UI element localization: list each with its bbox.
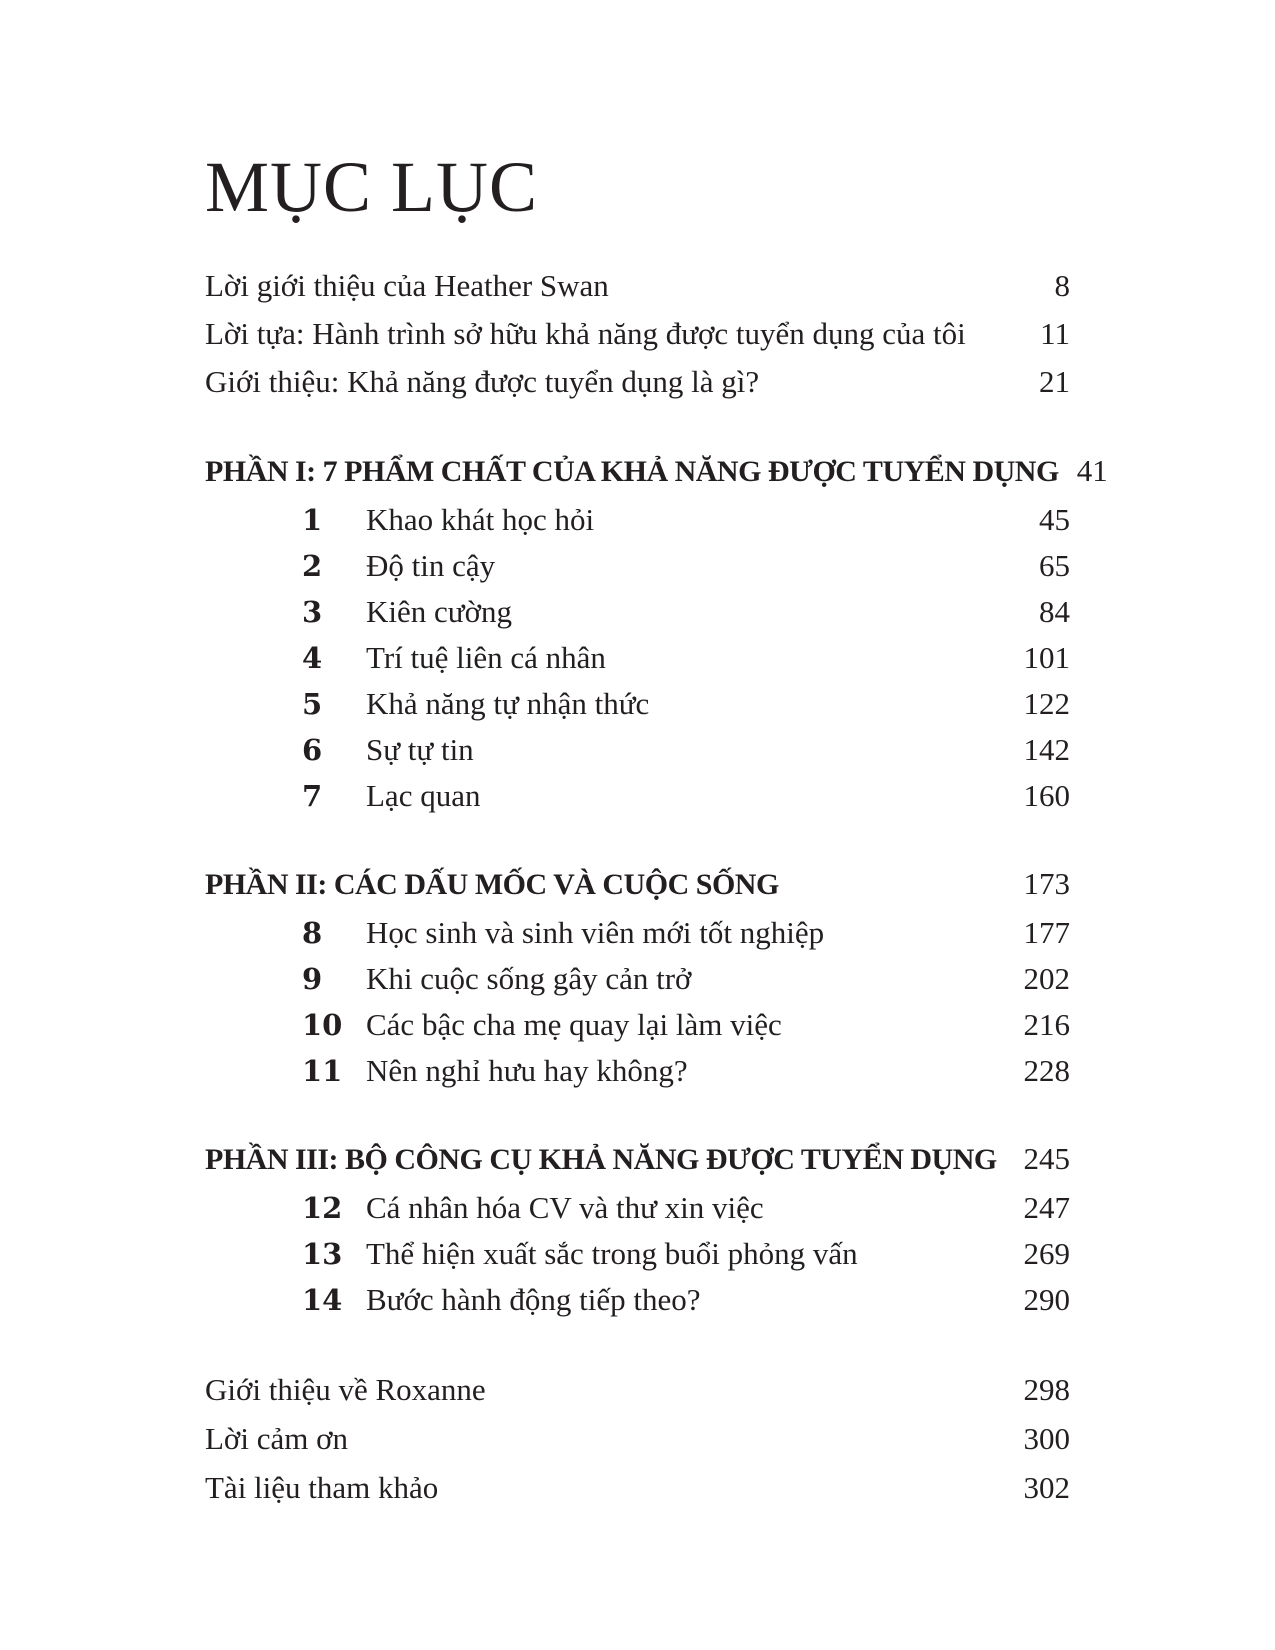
parts-container (205, 446, 1108, 1323)
page-number: 202 (1023, 961, 1070, 996)
chapter-entry (205, 497, 1070, 543)
chapter-label: Trí tuệ liên cá nhân (366, 640, 606, 675)
chapter-entry (205, 1048, 1070, 1094)
page-number: 142 (1023, 732, 1070, 767)
part-heading-label: PHẦN II: CÁC DẤU MỐC VÀ CUỘC SỐNG (205, 868, 779, 901)
page-number: 298 (1023, 1372, 1070, 1407)
page-number: 84 (1039, 594, 1070, 629)
chapter-label: Bước hành động tiếp theo? (366, 1282, 701, 1317)
page-number: 269 (1023, 1236, 1070, 1271)
page-number: 122 (1023, 686, 1070, 721)
chapter-label: Nên nghỉ hưu hay không? (366, 1053, 688, 1088)
chapter-entry (205, 1277, 1070, 1323)
back-matter-section (205, 1365, 1070, 1512)
chapter-label: Lạc quan (366, 778, 481, 813)
page-number: 21 (1039, 364, 1070, 399)
entry-label: Tài liệu tham khảo (205, 1470, 439, 1505)
chapter-entry (205, 635, 1070, 681)
page-number: 45 (1039, 502, 1070, 537)
page-number: 65 (1039, 548, 1070, 583)
toc-entry (205, 1414, 1070, 1463)
chapter-number: 1 (302, 503, 323, 537)
chapter-label: Kiên cường (366, 594, 512, 629)
entry-label: Giới thiệu về Roxanne (205, 1372, 486, 1407)
page-number: 101 (1023, 640, 1070, 675)
chapter-number: 6 (302, 733, 323, 767)
chapter-number: 9 (302, 962, 323, 996)
entry-label: Lời cảm ơn (205, 1421, 348, 1456)
chapter-entry (205, 543, 1070, 589)
chapter-label: Học sinh và sinh viên mới tốt nghiệp (366, 915, 825, 950)
chapter-number: 5 (302, 687, 323, 721)
chapter-label: Cá nhân hóa CV và thư xin việc (366, 1190, 764, 1225)
part-heading-label: PHẦN I: 7 PHẨM CHẤT CỦA KHẢ NĂNG ĐƯỢC TUYỂN DỤNG (205, 455, 1059, 488)
entry-label: Lời giới thiệu của Heather Swan (205, 268, 609, 303)
chapter-entry (205, 956, 1070, 1002)
chapter-label: Độ tin cậy (366, 548, 496, 583)
chapter-number: 2 (302, 549, 323, 583)
toc-entry (205, 358, 1070, 406)
chapter-number: 3 (302, 595, 323, 629)
chapter-number: 7 (302, 779, 323, 813)
part-heading (205, 859, 1070, 910)
page-number: 302 (1023, 1470, 1070, 1505)
part-heading (205, 446, 1108, 497)
chapter-number: 12 (302, 1191, 343, 1225)
page-title: MỤC LỤC (205, 147, 539, 227)
chapter-label: Thể hiện xuất sắc trong buổi phỏng vấn (366, 1236, 858, 1271)
part-section-1 (205, 446, 1108, 819)
page-number: 216 (1023, 1007, 1070, 1042)
chapter-label: Sự tự tin (366, 732, 474, 767)
entry-label: Giới thiệu: Khả năng được tuyển dụng là gì? (205, 364, 760, 399)
chapter-label: Khi cuộc sống gây cản trở (366, 961, 692, 996)
chapter-entry (205, 681, 1070, 727)
toc-entry (205, 262, 1070, 310)
page-number: 173 (1023, 866, 1070, 901)
page-number: 228 (1023, 1053, 1070, 1088)
chapter-entry (205, 1231, 1070, 1277)
part-heading (205, 1134, 1070, 1185)
page-number: 300 (1023, 1421, 1070, 1456)
page-number: 245 (1023, 1141, 1070, 1176)
chapter-entry (205, 1002, 1070, 1048)
entry-label: Lời tựa: Hành trình sở hữu khả năng được tuyển dụng của tôi (205, 316, 966, 351)
page-number: 11 (1040, 316, 1070, 351)
page-number: 41 (1076, 453, 1108, 488)
chapter-number: 4 (302, 641, 323, 675)
chapter-number: 13 (302, 1237, 343, 1271)
chapter-entry (205, 727, 1070, 773)
front-matter-section (205, 262, 1070, 406)
page-number: 160 (1023, 778, 1070, 813)
toc-entry (205, 1463, 1070, 1512)
page-number: 177 (1023, 915, 1070, 950)
chapter-entry (205, 1185, 1070, 1231)
chapter-label: Khao khát học hỏi (366, 502, 595, 537)
chapter-label: Khả năng tự nhận thức (366, 686, 650, 721)
chapter-entry (205, 773, 1070, 819)
chapter-number: 10 (302, 1008, 343, 1042)
chapter-entry (205, 589, 1070, 635)
chapter-label: Các bậc cha mẹ quay lại làm việc (366, 1007, 782, 1042)
chapter-number: 14 (302, 1283, 343, 1317)
part-section-3 (205, 1134, 1070, 1323)
chapter-number: 8 (302, 916, 323, 950)
part-heading-label: PHẦN III: BỘ CÔNG CỤ KHẢ NĂNG ĐƯỢC TUYỂN DỤNG (205, 1143, 997, 1176)
page-number: 247 (1023, 1190, 1070, 1225)
chapter-entry (205, 910, 1070, 956)
page-number: 290 (1023, 1282, 1070, 1317)
page-number: 8 (1054, 268, 1070, 303)
toc-entry (205, 310, 1070, 358)
toc-entry (205, 1365, 1070, 1414)
chapter-number: 11 (302, 1054, 343, 1088)
part-section-2 (205, 859, 1070, 1094)
